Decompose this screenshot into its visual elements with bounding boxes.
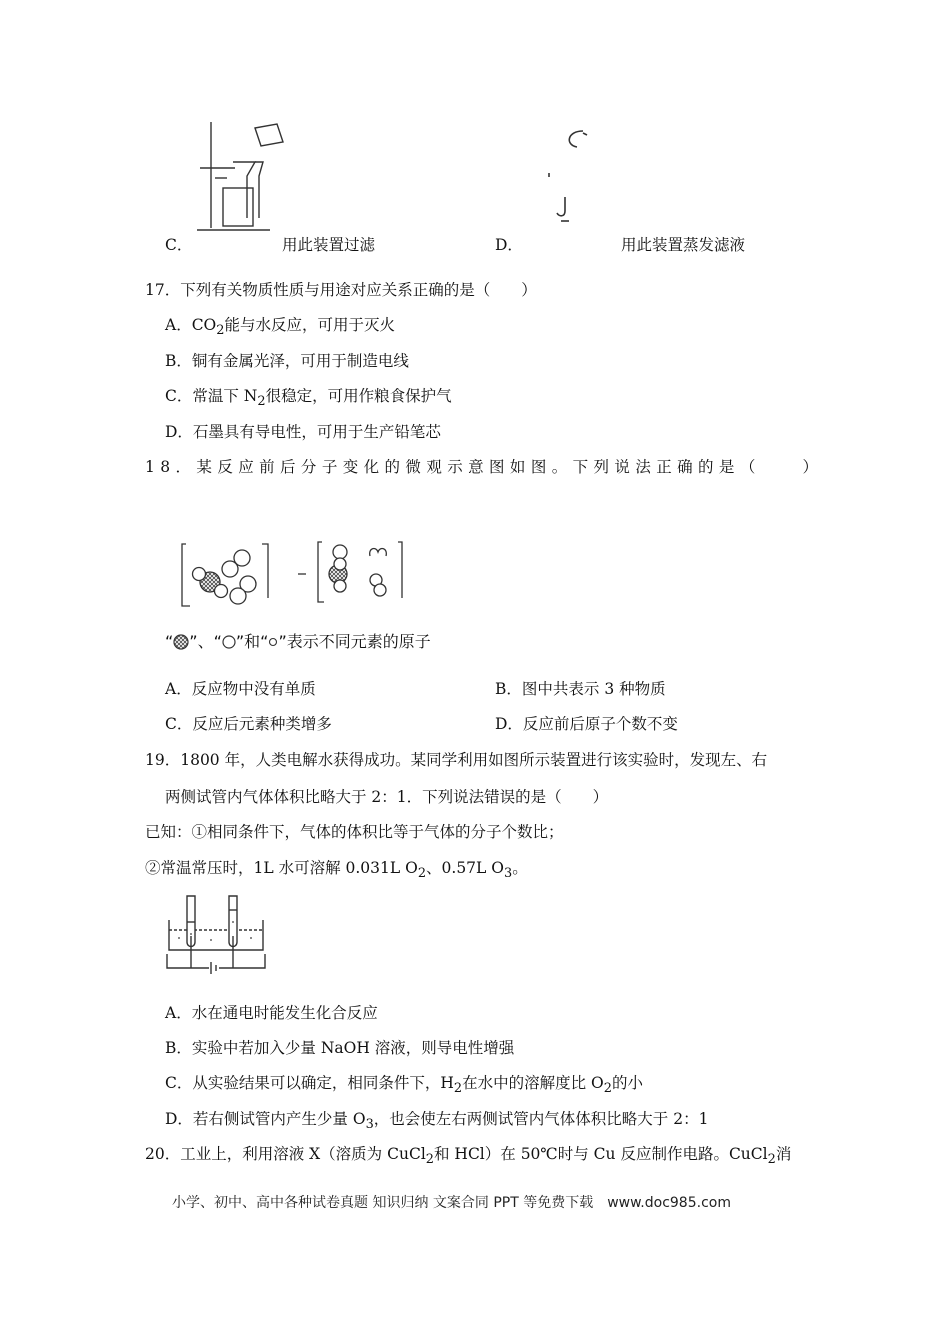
q16-option-d-text: 用此装置蒸发滤液 <box>621 236 746 254</box>
filtration-apparatus-figure <box>195 118 290 238</box>
q17-stem: 17．下列有关物质性质与用途对应关系正确的是（ ） <box>145 281 537 299</box>
q19-option-c: C．从实验结果可以确定，相同条件下，$H_2$在水中的溶解度比 $O_2$的小 <box>165 1074 643 1097</box>
large-open-atom-icon <box>222 635 236 649</box>
q19-stem-line2: 两侧试管内气体体积比略大于 2：1．下列说法错误的是（ ） <box>165 788 609 806</box>
q19-known-2: ②常温常压时，1L 水可溶解 0.031L $O_2$、0.57L $O_3$。 <box>145 859 528 882</box>
q17-option-b: B．铜有金属光泽，可用于制造电线 <box>165 352 409 370</box>
q18-option-b: B．图中共表示 3 种物质 <box>495 680 666 698</box>
q19-option-a: A．水在通电时能发生化合反应 <box>165 1004 378 1022</box>
evaporation-apparatus-figure <box>545 125 595 235</box>
q19-stem-line1: 19．1800 年，人类电解水获得成功。某同学利用如图所示装置进行该实验时，发现左、右 <box>145 751 768 769</box>
q19-known: 已知：①相同条件下，气体的体积比等于气体的分子个数比； <box>145 823 564 841</box>
q19-option-b: B．实验中若加入少量 NaOH 溶液，则导电性增强 <box>165 1039 515 1057</box>
q16-option-c-label: C． <box>165 236 193 254</box>
q16-option-d-label: D． <box>495 236 523 254</box>
q17-option-a: A．$CO_2$能与水反应，可用于灭火 <box>165 316 395 339</box>
electrolysis-apparatus-figure <box>165 892 270 974</box>
hatched-atom-icon <box>173 634 189 650</box>
q18-option-a: A．反应物中没有单质 <box>165 680 316 698</box>
q20-stem: 20．工业上，利用溶液 X（溶质为 CuCl$_2$和 HCl）在 50℃时与 Cu 反应制作电路。CuCl$_2$消 <box>145 1145 792 1168</box>
q17-option-c: C．常温下 $N_2$很稳定，可用作粮食保护气 <box>165 387 452 410</box>
small-open-atom-icon <box>268 637 278 647</box>
q18-option-c: C．反应后元素种类增多 <box>165 715 332 733</box>
q17-option-d: D．石墨具有导电性，可用于生产铅笔芯 <box>165 423 441 441</box>
q19-option-d: D．若右侧试管内产生少量 $O_3$，也会使左右两侧试管内气体体积比略大于 2：1 <box>165 1110 709 1133</box>
q18-stem: 18．某反应前后分子变化的微观示意图如图。下列说法正确的是（ ） <box>145 458 824 476</box>
page-footer: 小学、初中、高中各种试卷真题 知识归纳 文案合同 PPT 等免费下载 www.doc985.com <box>172 1195 731 1211</box>
q16-option-c-text: 用此装置过滤 <box>282 236 376 254</box>
q18-legend-caption: “ ”、“ ”和“ ”表示不同元素的原子 <box>165 632 431 651</box>
molecular-reaction-diagram <box>180 536 410 611</box>
q18-option-d: D．反应前后原子个数不变 <box>495 715 678 733</box>
